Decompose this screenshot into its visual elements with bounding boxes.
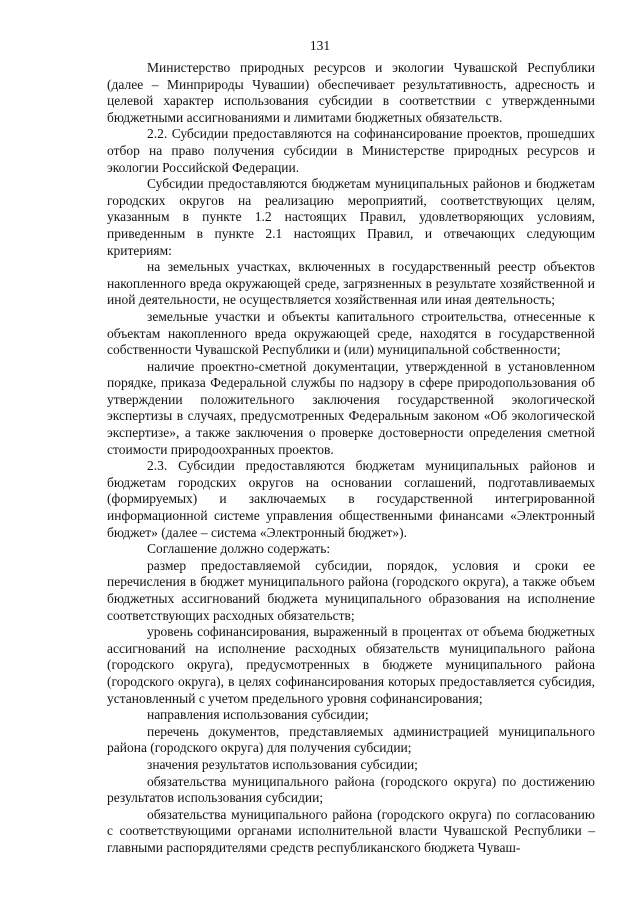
paragraph: наличие проектно-сметной документации, утвержденной в установленном порядке, приказа Федеральной службы по надзору в сфере природопользования об утверждении положительного заключения государственной экологической экспертизы в случаях, предусмотренных Федеральным законом «Об экологической экспертизе», а также заключения о проверке достоверности определения сметной стоимости природоохранных проектов. bbox=[107, 358, 595, 457]
paragraph: земельные участки и объекты капитального строительства, отнесенные к объектам накопленного вреда окружающей среде, находятся в государственной собственности Чувашской Республики и (или) муниципальной собственности; bbox=[107, 308, 595, 358]
paragraph: размер предоставляемой субсидии, порядок, условия и сроки ее перечисления в бюджет муниципального района (городского округа), а также объем бюджетных ассигнований бюджета муниципального образования на исполнение соответствующих расходных обязательств; bbox=[107, 557, 595, 623]
paragraph: направления использования субсидии; bbox=[147, 707, 369, 723]
paragraph: на земельных участках, включенных в государственный реестр объектов накопленного вреда окружающей среде, загрязненных в результате хозяйственной и иной деятельности, не осуществляется хозяйственная или иная деятельность; bbox=[107, 259, 595, 308]
paragraph: перечень документов, представляемых администрацией муниципального района (городского округа) для получения субсидии; bbox=[107, 723, 595, 756]
paragraph: обязательства муниципального района (городского округа) по согласованию с соответствующими органами исполнительной власти Чувашской Республики – главными распорядителями средств республиканского бюджета Чуваш- bbox=[107, 806, 595, 855]
page-number: 131 bbox=[309, 38, 331, 53]
paragraph: уровень софинансирования, выраженный в процентах от объема бюджетных ассигнований на исполнение расходных обязательств муниципального района (городского округа), предусмотренных в бюджете муниципального района (городского округа), в целях софинансирования которых предоставляется субсидия, установленный с учетом предельного уровня софинансирования; bbox=[107, 624, 595, 706]
paragraph: 2.2. Субсидии предоставляются на софинансирование проектов, прошедших отбор на право получения субсидии в Министерстве природных ресурсов и экологии Российской Федерации. bbox=[107, 126, 595, 175]
paragraph: 2.3. Субсидии предоставляются бюджетам муниципальных районов и бюджетам городских округов на основании соглашений, подготавливаемых (формируемых) и заключаемых в государственной интегрированной информационной системе управления общественными финансами «Электронный бюджет» (далее – система «Электронный бюджет»). bbox=[107, 458, 595, 540]
paragraph: обязательства муниципального района (городского округа) по достижению результатов использования субсидии; bbox=[107, 773, 595, 806]
paragraph: Министерство природных ресурсов и экологии Чувашской Республики (далее – Минприроды Чувашии) обеспечивает результативность, адресность и целевой характер использования субсидии в соответствии с утвержденными бюджетными ассигнованиями и лимитами бюджетных обязательств. bbox=[107, 60, 595, 125]
paragraph: Субсидии предоставляются бюджетам муниципальных районов и бюджетам городских округов на реализацию мероприятий, соответствующих целям, указанным в пункте 1.2 настоящих Правил, удовлетворяющих условиям, приведенным в пункте 2.1 настоящих Правил, и отвечающих следующим критериям: bbox=[107, 176, 595, 258]
paragraph: значения результатов использования субсидии; bbox=[147, 756, 418, 772]
paragraph: Соглашение должно содержать: bbox=[147, 541, 331, 557]
document-body bbox=[107, 60, 595, 857]
